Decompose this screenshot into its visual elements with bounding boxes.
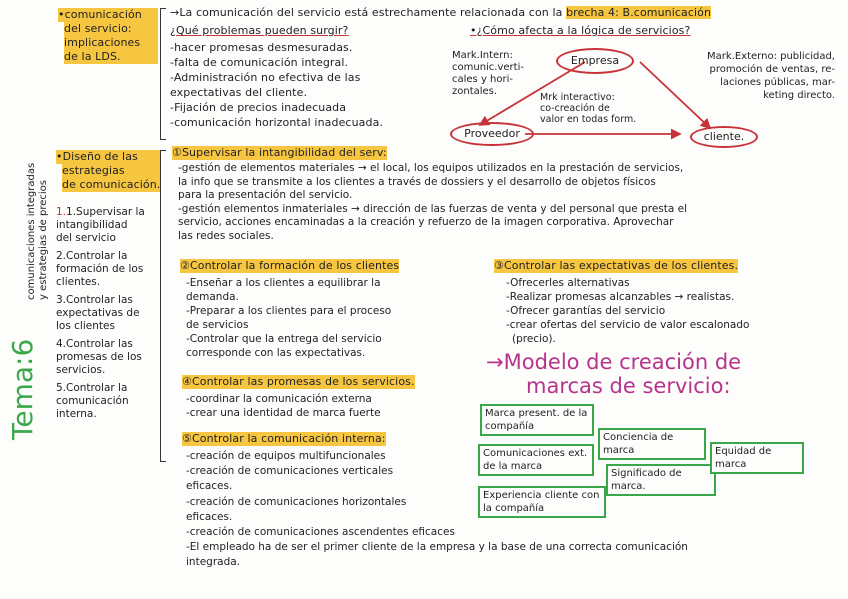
body-line: la info que se transmite a los clientes a través de dossiers y el desarrollo de objetos físicos <box>178 175 656 188</box>
intro-text <box>170 6 711 20</box>
body-line: -creación de equipos multifuncionales <box>186 450 386 462</box>
body-line: -Realizar promesas alcanzables → realistas. <box>506 291 735 303</box>
body-line: de servicios <box>186 319 249 331</box>
list-item: 4.Controlar las promesas de los servicios. <box>56 338 142 376</box>
brecha-label: brecha 4: B.comunicación <box>566 6 712 19</box>
box-marca-presentada: Marca present. de la compañía <box>480 404 594 436</box>
formation-heading: ②Controlar la formación de los clientes <box>180 259 400 272</box>
title-line: marcas de servicio: <box>526 374 731 398</box>
supervise-body <box>178 162 687 243</box>
body-line: -creación de comunicaciones ascendentes eficaces <box>186 526 455 539</box>
note-line: valor en todas form. <box>540 114 637 125</box>
body-line: las redes sociales. <box>178 229 274 242</box>
mark-interno-note <box>452 50 524 98</box>
body-line: -El empleado ha de ser el primer cliente de la empresa y la base de una correcta comunicación <box>186 541 688 554</box>
cliente-node: cliente. <box>690 126 758 148</box>
body-line: eficaces. <box>186 480 233 493</box>
heading-line: •comunicación <box>58 8 158 22</box>
box-conciencia-marca: Conciencia de marca <box>598 428 706 460</box>
heading-line: de la LDS. <box>64 50 158 64</box>
brace-divider <box>160 8 166 140</box>
body-line: -crear una identidad de marca fuerte <box>186 407 381 419</box>
subtitle-line-1: comunicaciones integradas <box>26 162 37 300</box>
brace-divider <box>160 150 166 462</box>
box-significado-marca: Significado de marca. <box>606 464 716 496</box>
heading-line: del servicio: <box>64 22 158 36</box>
heading-line: implicaciones <box>64 36 158 50</box>
body-line: -Controlar que la entrega del servicio <box>186 333 382 345</box>
note-line: keting directo. <box>763 90 835 101</box>
note-line: Mrk interactivo: <box>540 92 615 103</box>
formation-body <box>186 276 391 360</box>
body-line: -creación de comunicaciones verticales <box>186 465 394 478</box>
body-line: -Ofrecerles alternativas <box>506 277 630 289</box>
heading-line: de comunicación. <box>62 178 161 191</box>
note-line: zontales. <box>452 86 498 97</box>
page-title: Tema:6 <box>6 338 39 440</box>
triangle-question: •¿Cómo afecta a la lógica de servicios? <box>470 24 691 37</box>
note-line: promoción de ventas, re- <box>709 64 835 75</box>
page-subtitle <box>26 163 50 300</box>
body-line: -gestión elementos inmateriales → dirección de las fuerzas de venta y del personal que presta el <box>178 202 688 215</box>
body-line: -Preparar a los clientes para el proceso <box>186 305 392 317</box>
supervise-heading: ①Supervisar la intangibilidad del serv: <box>172 146 387 159</box>
strategy-design-heading <box>56 150 160 192</box>
body-line: servicio, acciones encaminadas a la creación y refuerzo de la imagen corporativa. Aprovechar <box>178 216 674 228</box>
list-item: expectativas del cliente. <box>170 86 308 99</box>
body-line: para la presentación del servicio. <box>178 189 353 201</box>
list-item: -hacer promesas desmesuradas. <box>170 41 353 54</box>
section-communication-heading <box>58 8 158 64</box>
internal-comm-heading: ⑤Controlar la comunicación interna: <box>182 432 386 445</box>
body-line: -creación de comunicaciones horizontales <box>186 495 407 508</box>
list-item: 3.Controlar las expectativas de los clientes <box>56 294 140 332</box>
promises-body <box>186 392 381 420</box>
note-line: comunic.verti- <box>452 62 524 73</box>
proveedor-node: Proveedor <box>450 122 534 146</box>
box-experiencia-cliente: Experiencia cliente con la compañía <box>478 486 606 518</box>
body-line: eficaces. <box>186 510 233 523</box>
brand-model-title <box>486 350 741 398</box>
note-line: co-creación de <box>540 103 610 114</box>
expectations-body <box>506 276 749 346</box>
mark-externo-note <box>655 50 835 102</box>
body-line: (precio). <box>512 333 556 345</box>
list-item: -Fijación de precios inadecuada <box>170 101 347 114</box>
problems-question: ¿Qué problemas pueden surgir? <box>170 24 349 37</box>
empresa-node: Empresa <box>556 48 634 74</box>
intro-sentence: →La comunicación del servicio está estrechamente relacionada con la <box>170 6 563 19</box>
list-item: -Administración no efectiva de las <box>170 71 361 84</box>
heading-line: estrategias <box>62 164 160 178</box>
title-line: →Modelo de creación de <box>486 350 742 374</box>
note-line: laciones públicas, mar- <box>720 77 835 88</box>
note-line: cales y hori- <box>452 74 513 85</box>
body-line: -Enseñar a los clientes a equilibrar la <box>186 277 381 289</box>
note-line: Mark.Externo: publicidad, <box>707 51 835 62</box>
heading-line: •Diseño de las <box>56 150 160 164</box>
body-line: -crear ofertas del servicio de valor escalonado <box>506 319 750 331</box>
body-line: -coordinar la comunicación externa <box>186 393 372 405</box>
body-line: -gestión de elementos materiales → el local, los equipos utilizados en la prestación de servicios, <box>178 162 684 174</box>
box-equidad-marca: Equidad de marca <box>710 442 804 474</box>
note-line: Mark.Intern: <box>452 50 513 61</box>
promises-heading: ④Controlar las promesas de los servicios. <box>182 375 415 388</box>
box-comunicaciones-externas: Comunicaciones ext. de la marca <box>478 444 594 476</box>
mrk-interactivo-note <box>540 92 636 125</box>
expectations-heading: ③Controlar las expectativas de los clientes. <box>494 259 739 272</box>
list-item: 2.Controlar la formación de los clientes. <box>56 250 144 288</box>
body-line: corresponde con las expectativas. <box>186 347 366 359</box>
list-item: 1.1.Supervisar la intangibilidad del servicio <box>56 206 145 244</box>
body-line: demanda. <box>186 291 239 303</box>
body-line: integrada. <box>186 556 241 569</box>
strategy-list <box>56 206 145 421</box>
problems-list <box>170 40 383 130</box>
list-item: -comunicación horizontal inadecuada. <box>170 116 384 129</box>
list-item: -falta de comunicación integral. <box>170 56 349 69</box>
body-line: -Ofrecer garantías del servicio <box>506 305 666 317</box>
subtitle-line-2: y estrategias de precios <box>38 179 49 300</box>
list-item: 5.Controlar la comunicación interna. <box>56 382 129 420</box>
